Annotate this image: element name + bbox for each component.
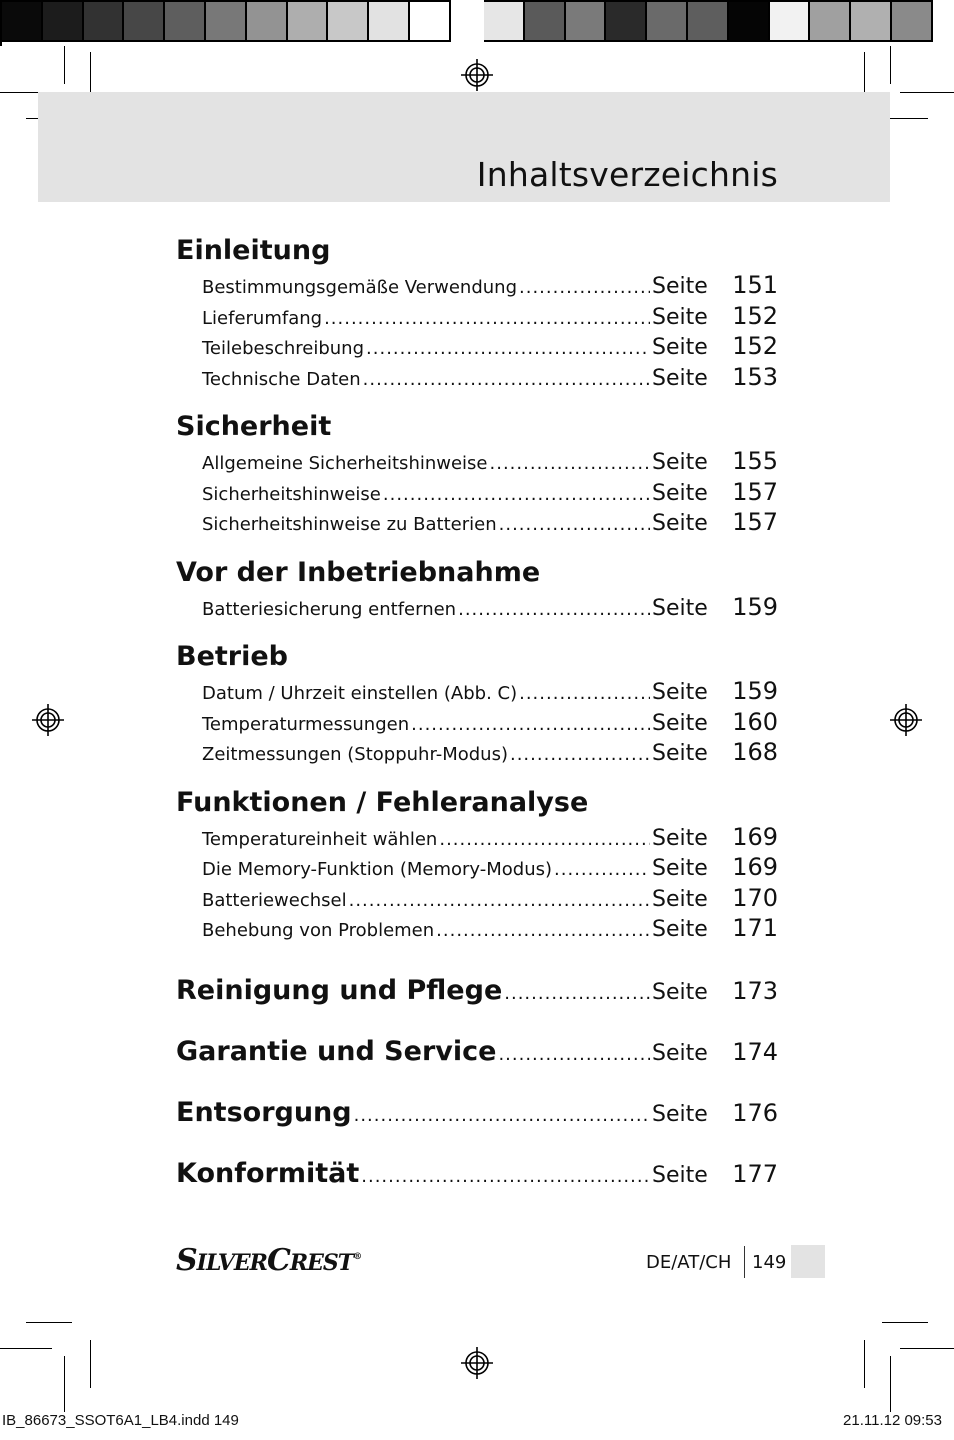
toc-entry-label: Zeitmessungen (Stoppuhr-Modus) <box>202 744 508 765</box>
crop-mark <box>890 1356 891 1412</box>
page-tab-marker <box>791 1245 825 1278</box>
toc-section <box>176 408 778 538</box>
toc-entry-label: Sicherheitshinweise <box>202 483 381 505</box>
toc-entry[interactable] <box>176 362 778 393</box>
leader-dots <box>490 449 650 480</box>
color-swatch <box>566 0 607 42</box>
toc-page-number: 152 <box>732 301 778 330</box>
color-swatch <box>688 0 729 42</box>
color-swatch <box>124 0 165 42</box>
chapter-label: Konformität <box>176 1157 360 1189</box>
chapter-label: Reinigung und Pflege <box>176 974 503 1006</box>
color-calibration-bar-left <box>0 0 451 46</box>
toc-page-number: 171 <box>732 914 778 942</box>
toc-entry-label: Allgemeine Sicherheitshinweise <box>202 453 488 474</box>
toc-page-number: 157 <box>732 508 778 536</box>
leader-dots <box>510 740 650 771</box>
toc-entry[interactable] <box>176 883 778 914</box>
crop-mark <box>900 1348 954 1349</box>
leader-dots <box>499 510 650 541</box>
toc-section <box>176 784 778 944</box>
toc-entry-label: Behebung von Problemen <box>202 920 435 941</box>
leader-dots <box>519 273 650 304</box>
toc-page-number: 153 <box>732 362 778 391</box>
toc-entry[interactable] <box>176 737 778 768</box>
toc-entry-label: Batteriewechsel <box>202 889 347 911</box>
color-swatch <box>647 0 688 42</box>
toc-page-number: 169 <box>732 853 778 881</box>
toc-page-number: 160 <box>732 707 778 736</box>
toc-chapter-entry[interactable] <box>176 1143 778 1204</box>
toc-entry[interactable] <box>176 331 778 362</box>
footer-divider <box>744 1246 745 1278</box>
language-marker: DE/AT/CH <box>646 1252 732 1273</box>
toc-entry-label: Temperaturmessungen <box>202 713 410 735</box>
toc-section <box>176 232 778 392</box>
color-swatch <box>43 0 84 42</box>
section-heading: Betrieb <box>176 641 289 672</box>
color-swatch <box>410 0 451 42</box>
page-title: Inhaltsverzeichnis <box>476 155 778 194</box>
leader-dots <box>383 480 650 511</box>
toc-page-number: 152 <box>732 332 778 360</box>
toc-page-number: 151 <box>732 271 778 299</box>
toc-entry-label: Temperatureinheit wählen <box>202 828 438 850</box>
page-footer <box>0 1240 954 1284</box>
seite-label: Seite <box>652 1040 708 1066</box>
leader-dots <box>519 679 650 710</box>
toc-sections <box>176 232 778 944</box>
toc-page-number: 173 <box>732 976 778 1005</box>
seite-label: Seite <box>652 595 708 621</box>
toc-top-level-entries <box>176 960 778 1204</box>
color-swatch <box>369 0 410 42</box>
leader-dots <box>439 825 650 856</box>
toc-entry-label: Sicherheitshinweise zu Batterien <box>202 514 497 535</box>
color-calibration-bar-right <box>484 0 933 46</box>
toc-page-number: 168 <box>732 738 778 766</box>
color-swatch <box>484 0 525 42</box>
color-swatch <box>288 0 329 42</box>
toc-section <box>176 554 778 623</box>
leader-dots <box>349 886 650 917</box>
leader-dots <box>436 916 650 947</box>
color-swatch <box>328 0 369 42</box>
color-swatch <box>247 0 288 42</box>
chapter-label: Garantie und Service <box>176 1035 497 1067</box>
leader-dots <box>458 595 650 626</box>
leader-dots <box>354 1085 650 1146</box>
toc-entry[interactable] <box>176 822 778 853</box>
seite-label: Seite <box>652 917 708 942</box>
toc-page-number: 159 <box>732 592 778 621</box>
seite-label: Seite <box>652 856 708 881</box>
seite-label: Seite <box>652 511 708 536</box>
toc-page-number: 169 <box>732 822 778 851</box>
toc-entry[interactable] <box>176 913 778 944</box>
seite-label: Seite <box>652 1101 708 1127</box>
seite-label: Seite <box>652 480 708 506</box>
color-swatch <box>892 0 933 42</box>
brand-logo: SILVERCREST® <box>176 1243 362 1278</box>
toc-page-number: 170 <box>732 883 778 912</box>
registration-mark-icon <box>460 1346 494 1380</box>
crop-mark <box>864 1340 865 1388</box>
toc-page-number: 174 <box>732 1037 778 1066</box>
toc-chapter-entry[interactable] <box>176 960 778 1021</box>
crop-mark <box>64 46 65 84</box>
crop-mark <box>0 1348 52 1349</box>
toc-entry-label: Datum / Uhrzeit einstellen (Abb. C) <box>202 683 518 704</box>
color-swatch <box>206 0 247 42</box>
color-swatch <box>525 0 566 42</box>
toc-entry[interactable] <box>176 852 778 883</box>
toc-entry[interactable] <box>176 707 778 738</box>
seite-label: Seite <box>652 335 708 360</box>
table-of-contents <box>176 232 778 1204</box>
color-swatch <box>729 0 770 42</box>
toc-page-number: 177 <box>732 1159 778 1188</box>
print-slug-datetime: 21.11.12 09:53 <box>843 1412 942 1429</box>
toc-chapter-entry[interactable] <box>176 1082 778 1143</box>
toc-chapter-entry[interactable] <box>176 1021 778 1082</box>
toc-entry[interactable] <box>176 301 778 332</box>
seite-label: Seite <box>652 680 708 705</box>
leader-dots <box>504 963 650 1024</box>
leader-dots <box>363 365 650 396</box>
crop-mark <box>90 1340 91 1388</box>
toc-entry[interactable] <box>176 477 778 508</box>
crop-mark <box>900 92 954 93</box>
toc-section <box>176 638 778 768</box>
toc-entry-label: Technische Daten <box>202 368 361 390</box>
color-swatch <box>851 0 892 42</box>
toc-entry-label: Die Memory-Funktion (Memory-Modus) <box>202 859 553 880</box>
color-swatch <box>606 0 647 42</box>
leader-dots <box>366 334 650 365</box>
color-swatch <box>84 0 125 42</box>
seite-label: Seite <box>652 365 708 391</box>
seite-label: Seite <box>652 304 708 330</box>
registration-mark-icon <box>460 58 494 92</box>
toc-entry[interactable] <box>176 446 778 477</box>
toc-entry-label: Bestimmungsgemäße Verwendung <box>202 277 518 298</box>
leader-dots <box>554 855 650 886</box>
crop-mark <box>890 46 891 84</box>
seite-label: Seite <box>652 1162 708 1188</box>
toc-entry-label: Teilebeschreibung <box>202 338 365 359</box>
toc-page-number: 157 <box>732 477 778 506</box>
seite-label: Seite <box>652 450 708 475</box>
toc-page-number: 159 <box>732 677 778 705</box>
crop-mark <box>26 1322 72 1323</box>
leader-dots <box>411 710 650 741</box>
color-swatch <box>165 0 206 42</box>
toc-entry-label: Lieferumfang <box>202 307 323 329</box>
section-heading: Funktionen / Fehleranalyse <box>176 786 589 818</box>
leader-dots <box>361 1146 650 1207</box>
crop-mark <box>882 1322 928 1323</box>
seite-label: Seite <box>652 979 708 1005</box>
toc-entry-label: Batteriesicherung entfernen <box>202 598 457 620</box>
page-number: 149 <box>752 1252 787 1273</box>
seite-label: Seite <box>652 274 708 299</box>
toc-page-number: 176 <box>732 1098 778 1127</box>
color-swatch <box>810 0 851 42</box>
color-swatch <box>770 0 811 42</box>
chapter-label: Entsorgung <box>176 1096 352 1128</box>
leader-dots <box>324 304 650 335</box>
toc-entry[interactable] <box>176 270 778 301</box>
seite-label: Seite <box>652 710 708 736</box>
crop-mark <box>64 1356 65 1412</box>
toc-entry[interactable] <box>176 676 778 707</box>
section-heading: Vor der Inbetriebnahme <box>176 556 541 588</box>
registration-mark-icon <box>31 703 65 737</box>
print-slug-file: IB_86673_SSOT6A1_LB4.indd 149 <box>2 1412 239 1429</box>
toc-entry[interactable] <box>176 592 778 623</box>
leader-dots <box>498 1024 650 1085</box>
toc-page-number: 155 <box>732 447 778 475</box>
registration-mark-icon <box>889 703 923 737</box>
section-heading: Sicherheit <box>176 411 332 442</box>
seite-label: Seite <box>652 886 708 912</box>
toc-entry[interactable] <box>176 507 778 538</box>
seite-label: Seite <box>652 741 708 766</box>
section-heading: Einleitung <box>176 235 331 266</box>
seite-label: Seite <box>652 825 708 851</box>
color-swatch <box>2 0 43 42</box>
